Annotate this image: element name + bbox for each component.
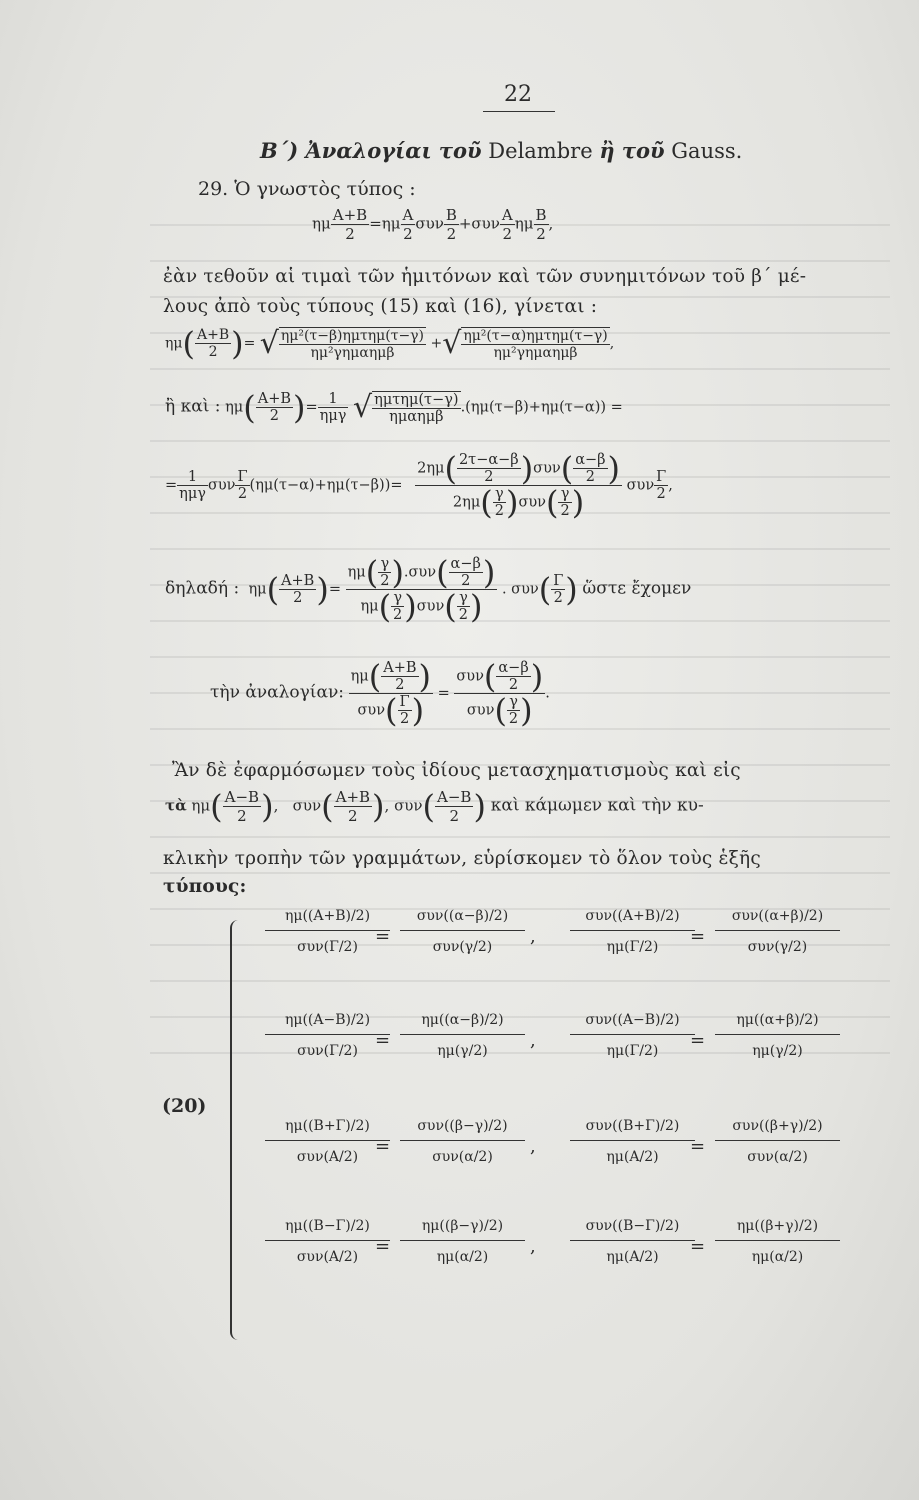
system-numerator: ημ((β+γ)/2) bbox=[715, 1218, 840, 1241]
system-fraction bbox=[570, 1218, 695, 1265]
system-fraction bbox=[265, 1118, 390, 1165]
system-fraction bbox=[570, 908, 695, 955]
system-denominator: ημ(Γ/2) bbox=[606, 939, 659, 955]
system-fraction bbox=[400, 1118, 525, 1165]
system-fraction bbox=[400, 908, 525, 955]
system-numerator: συν((β−γ)/2) bbox=[400, 1118, 525, 1141]
system-denominator: συν(Α/2) bbox=[296, 1249, 359, 1265]
system-fraction bbox=[715, 1118, 840, 1165]
heading-or: ἢ τοῦ bbox=[599, 138, 665, 163]
system-comma: , bbox=[530, 1030, 536, 1051]
system-numerator: συν((β+γ)/2) bbox=[715, 1118, 840, 1141]
system-numerator: ημ((Β−Γ)/2) bbox=[265, 1218, 390, 1241]
heading-name-gauss: Gauss. bbox=[664, 139, 743, 163]
page-number: 22 bbox=[504, 82, 532, 107]
text-line-3: Ἂν δὲ ἐφαρμόσωμεν τοὺς ἰδίους μετασχηματισμοὺς καὶ εἰς bbox=[172, 760, 741, 781]
system-fraction bbox=[715, 1218, 840, 1265]
system-denominator: συν(α/2) bbox=[432, 1149, 493, 1165]
system-numerator: ημ((Α−Β)/2) bbox=[265, 1012, 390, 1035]
system-fraction bbox=[265, 1012, 390, 1059]
system-numerator: συν((α−β)/2) bbox=[400, 908, 525, 931]
formula-5: δηλαδή : ημ( $\frac{A+B}{2}$ )= ημ( $\frac{\gamma}{2}$ ).συν( $\frac{\alpha-\beta}{2}$ ) ημ( $\frac{\gamma}{2}$ )συν( $\frac{\gamma}{2}$ ) . συν( $\frac{\Gamma}{2}$ ) ὥστε ἔχομεν bbox=[165, 553, 692, 626]
system-denominator: ημ(α/2) bbox=[436, 1249, 489, 1265]
system-numerator: συν((Α−Β)/2) bbox=[570, 1012, 695, 1035]
system-fraction bbox=[265, 908, 390, 955]
system-numerator: ημ((β−γ)/2) bbox=[400, 1218, 525, 1241]
system-brace bbox=[230, 920, 240, 1340]
system-fraction bbox=[400, 1012, 525, 1059]
system-denominator: ημ(γ/2) bbox=[437, 1043, 488, 1059]
analogy-formula: τὴν ἀναλογίαν: ημ( $\frac{A+B}{2}$ ) συν( $\frac{\Gamma}{2}$ ) = συν( $\frac{\alpha-\beta}{2}$ ) συν( $\frac{\gamma}{2}$ ) . bbox=[210, 657, 550, 730]
formula-5-suffix: ὥστε ἔχομεν bbox=[582, 578, 692, 599]
system-comma: , bbox=[530, 926, 536, 947]
system-denominator: συν(Α/2) bbox=[296, 1149, 359, 1165]
system-equals: = bbox=[690, 1030, 706, 1051]
system-equals: = bbox=[375, 1236, 391, 1257]
text-line-4: τὰ ημ( $\frac{A-B}{2}$ ), συν( $\frac{A+B}{2}$ ), συν( $\frac{A-B}{2}$ ) καὶ κάμωμεν καὶ τὴν κυ- bbox=[165, 787, 704, 826]
formula-2: ημ( $\frac{A+B}{2}$ )= √ ημ²(τ−β)ημτημ(τ−γ) ημ²γημαημβ +√ ημ²(τ−α)ημτημ(τ−γ) ημ²γημαημβ , bbox=[165, 324, 615, 363]
system-numerator: συν((α+β)/2) bbox=[715, 908, 840, 931]
analogy-prefix: τὴν ἀναλογίαν: bbox=[210, 682, 344, 703]
system-numerator: συν((Β+Γ)/2) bbox=[570, 1118, 695, 1141]
system-denominator: συν(Γ/2) bbox=[297, 1043, 358, 1059]
system-denominator: ημ(Α/2) bbox=[606, 1149, 659, 1165]
system-fraction bbox=[400, 1218, 525, 1265]
system-denominator: συν(γ/2) bbox=[432, 939, 493, 955]
page-number-rule bbox=[483, 111, 555, 112]
system-equals: = bbox=[690, 926, 706, 947]
system-comma: , bbox=[530, 1236, 536, 1257]
system-equals: = bbox=[375, 1136, 391, 1157]
system-denominator: συν(Γ/2) bbox=[297, 939, 358, 955]
system-fraction bbox=[715, 908, 840, 955]
formula-4: = 1 ημγ συν $\frac{\Gamma}{2}$ (ημ(τ−α)+ημ(τ−β))= 2ημ( $\frac{2\tau-\alpha-\beta}{2}$ )συν( $\frac{\alpha-\beta}{2}$ ) 2ημ( $\frac{\gamma}{2}$ )συν( $\frac{\gamma}{2}$ ) συν $\frac{\Gamma}{2}$ , bbox=[165, 449, 673, 522]
paragraph-29: 29. Ὁ γνωστὸς τύπος : bbox=[198, 178, 416, 200]
system-numerator: ημ((α−β)/2) bbox=[400, 1012, 525, 1035]
system-equals: = bbox=[375, 1030, 391, 1051]
text-line-6: τύπους: bbox=[163, 876, 247, 897]
system-numerator: ημ((Α+Β)/2) bbox=[265, 908, 390, 931]
system-equals: = bbox=[690, 1236, 706, 1257]
section-heading bbox=[260, 138, 742, 163]
system-denominator: ημ(Γ/2) bbox=[606, 1043, 659, 1059]
system-numerator: συν((Α+Β)/2) bbox=[570, 908, 695, 931]
system-denominator: ημ(γ/2) bbox=[752, 1043, 803, 1059]
text-line-5: κλικὴν τροπὴν τῶν γραμμάτων, εὑρίσκομεν τὸ ὅλον τοὺς ἑξῆς bbox=[163, 848, 761, 869]
system-fraction bbox=[570, 1118, 695, 1165]
system-fraction bbox=[570, 1012, 695, 1059]
system-equals: = bbox=[690, 1136, 706, 1157]
heading-italic: Ἀναλογίαι τοῦ bbox=[305, 138, 482, 163]
formula-3-prefix: ἢ καὶ : bbox=[165, 396, 221, 417]
system-fraction bbox=[715, 1012, 840, 1059]
system-equals: = bbox=[375, 926, 391, 947]
heading-prefix: Β΄) bbox=[260, 138, 306, 163]
formula-3: ἢ καὶ : ημ( $\frac{A+B}{2}$ )= 1 ημγ √ ημτημ(τ−γ) ημαημβ .(ημ(τ−β)+ημ(τ−α)) = bbox=[165, 388, 623, 427]
text-line-1: ἐὰν τεθοῦν αἱ τιμαὶ τῶν ἡμιτόνων καὶ τῶν συνημιτόνων τοῦ β΄ μέ- bbox=[163, 266, 807, 287]
formula-5-prefix: δηλαδή : bbox=[165, 578, 240, 599]
system-numerator: ημ((Β+Γ)/2) bbox=[265, 1118, 390, 1141]
system-denominator: ημ(Α/2) bbox=[606, 1249, 659, 1265]
formula-sine-sum: ημ $\frac{A+B}{2}$ =ημ $\frac{A}{2}$ συν $\frac{B}{2}$ +συν $\frac{A}{2}$ ημ $\frac{B}{2}$ , bbox=[312, 206, 554, 243]
system-fraction bbox=[265, 1218, 390, 1265]
system-denominator: συν(γ/2) bbox=[747, 939, 808, 955]
heading-name-delambre: Delambre bbox=[481, 139, 600, 163]
system-comma: , bbox=[530, 1136, 536, 1157]
system-numerator: συν((Β−Γ)/2) bbox=[570, 1218, 695, 1241]
system-numerator: ημ((α+β)/2) bbox=[715, 1012, 840, 1035]
system-denominator: ημ(α/2) bbox=[751, 1249, 804, 1265]
text-line-2: λους ἀπὸ τοὺς τύπους (15) καὶ (16), γίνεται : bbox=[163, 296, 598, 317]
system-denominator: συν(α/2) bbox=[747, 1149, 808, 1165]
equation-label: (20) bbox=[162, 1095, 207, 1117]
